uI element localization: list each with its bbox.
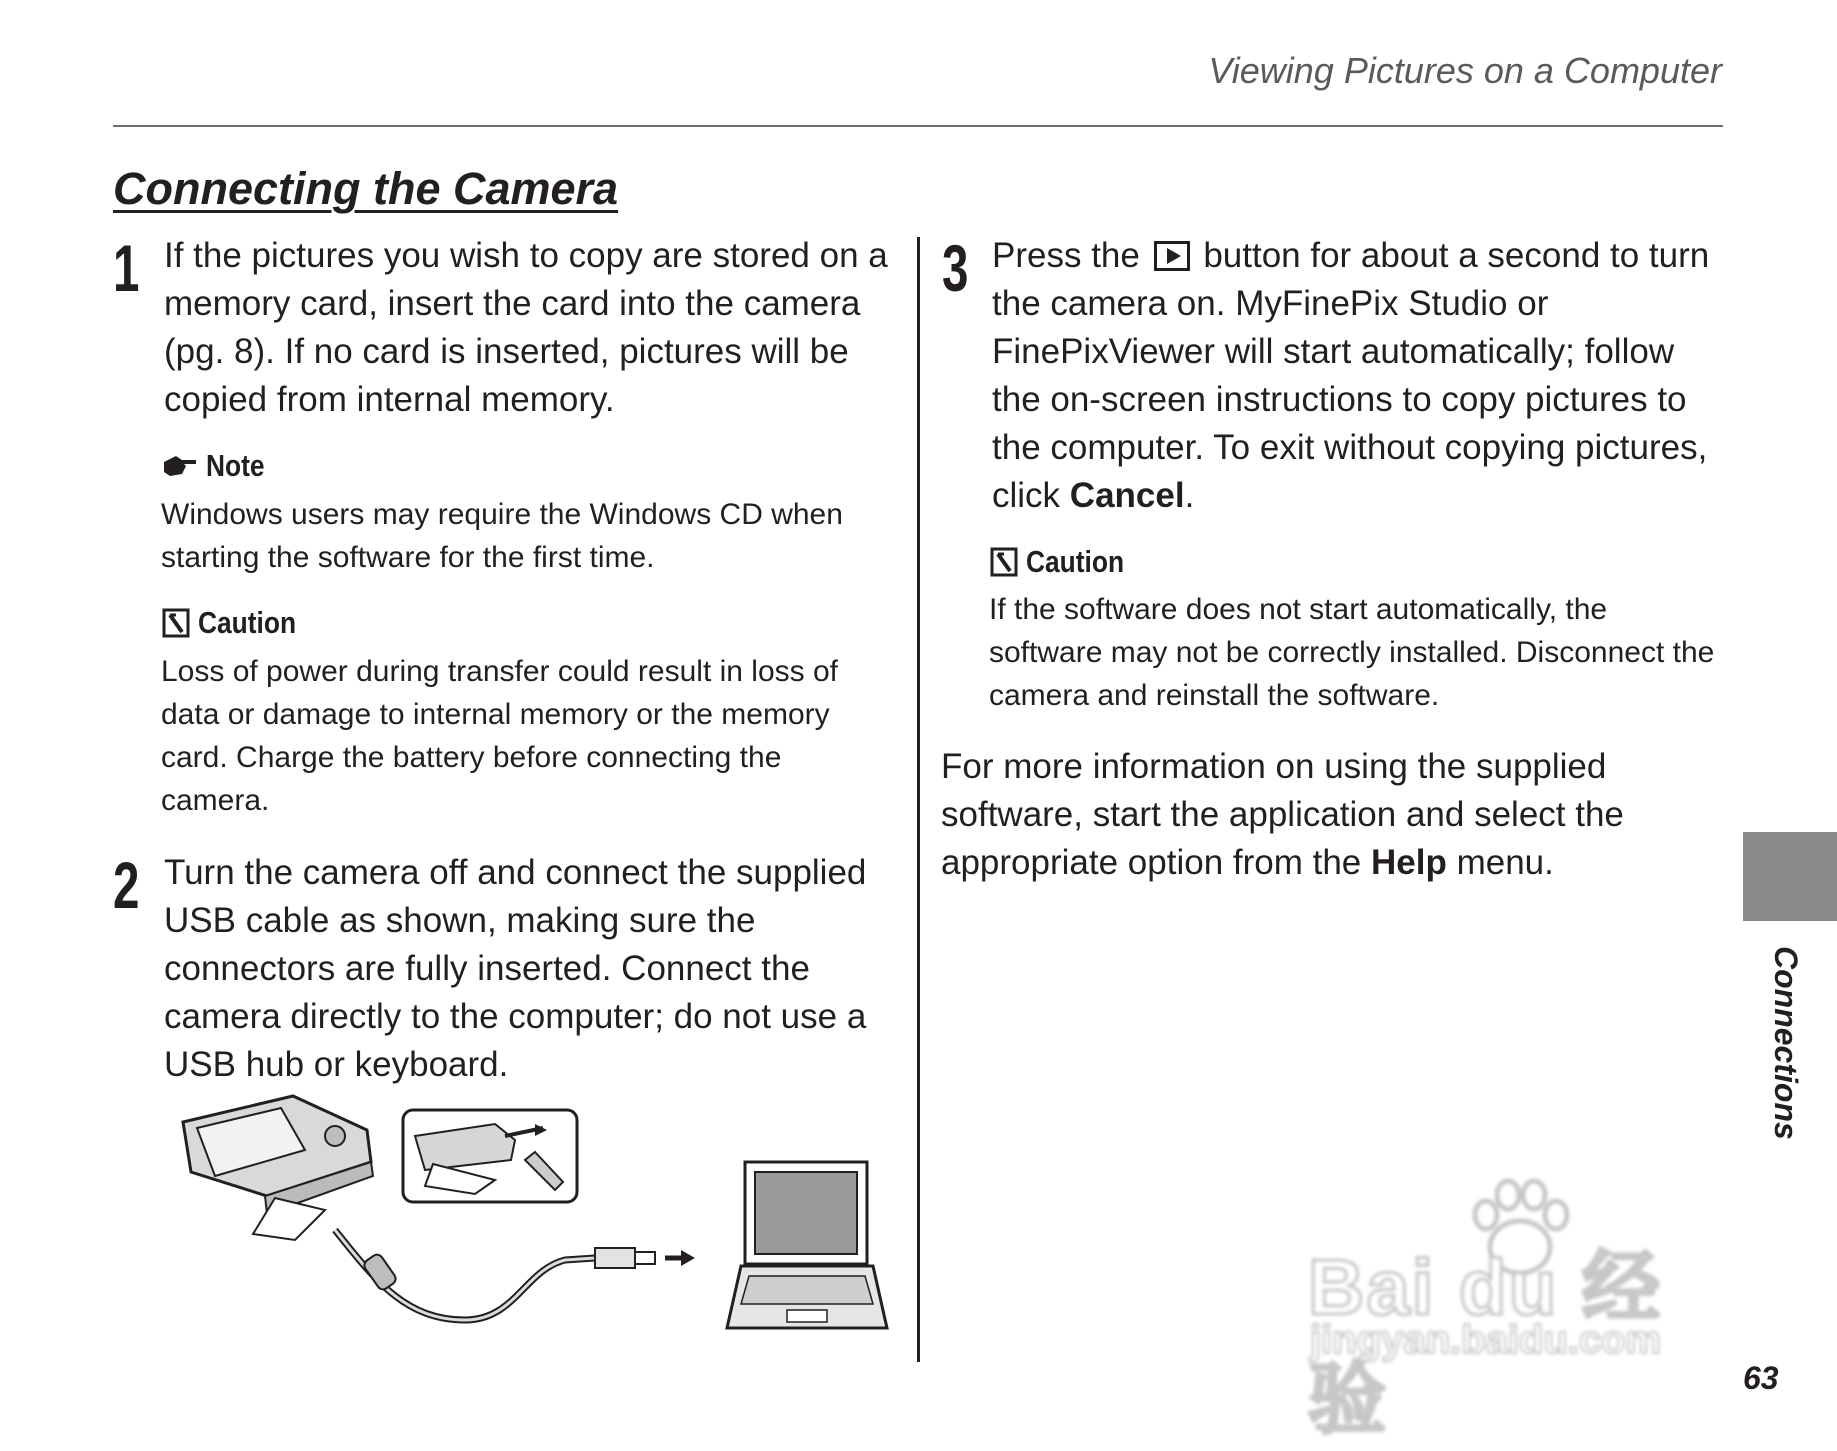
step-3-text (992, 232, 1732, 520)
caution-label-1: Caution (198, 605, 297, 640)
usb-cable-icon (335, 1230, 695, 1320)
page-number: 63 (1743, 1360, 1779, 1396)
note-label: Note (206, 448, 265, 483)
more-info-paragraph (941, 743, 1681, 887)
note-text: Windows users may require the Windows CD when starting the software for the first time. (161, 498, 843, 574)
more-info-text-end: menu. (1456, 843, 1554, 882)
note-heading (162, 448, 275, 484)
step-2-number: 2 (113, 848, 140, 922)
section-title: Connecting the Camera (113, 163, 619, 214)
step-2-text: Turn the camera off and connect the supplied USB cable as shown, making sure the connectors are fully inserted. Connect the camera directly to the computer; do not use a USB hub or keyboard. (164, 853, 867, 1084)
help-term: Help (1371, 843, 1447, 882)
caution-heading-2 (990, 544, 1141, 580)
more-info-text: For more information on using the supplied software, start the application and select the appropriate option from the (941, 747, 1624, 882)
caution-text-2: If the software does not start automatically, the software may not be correctly installed. Disconnect the camera and reinstall the software. (989, 593, 1715, 712)
caution-label-2: Caution (1026, 544, 1125, 579)
step-1-text: If the pictures you wish to copy are stored on a memory card, insert the card into the camera (pg. 8). If no card is inserted, pictures will be copied from internal memory. (164, 236, 888, 419)
laptop-icon (727, 1162, 887, 1328)
connector-closeup-icon (403, 1110, 577, 1202)
column-divider (917, 237, 920, 1362)
step-1-number: 1 (113, 231, 140, 305)
playback-button-icon (1154, 241, 1190, 271)
section-tab-label: Connections (1768, 946, 1804, 1140)
step-3-text-after: button for about a second to turn the camera on. MyFinePix Studio or FinePixViewer will start automatically; follow the on-screen instructions to copy pictures to the computer. To exit without copying pictures, click (992, 236, 1710, 515)
baidu-watermark (1300, 1175, 1730, 1443)
usb-connection-illustration (175, 1090, 890, 1350)
caution-icon (990, 547, 1018, 577)
watermark-url: jingyan.baidu.com (1310, 1318, 1662, 1362)
caution-text-1: Loss of power during transfer could result in loss of data or damage to internal memory or the memory card. Charge the battery before connecting the camera. (161, 655, 839, 817)
watermark-main-text: Bai du 经验 (1308, 1243, 1663, 1443)
step-3-text-before: Press the (992, 236, 1140, 275)
caution-heading-1 (162, 605, 313, 641)
step-3-number: 3 (942, 231, 969, 305)
section-tab (1743, 832, 1837, 921)
step-3-text-end: . (1184, 476, 1195, 515)
caution-icon (162, 608, 190, 638)
header-rule (113, 125, 1723, 127)
pointing-hand-icon (162, 452, 198, 480)
running-header: Viewing Pictures on a Computer (1208, 50, 1722, 91)
cancel-term: Cancel (1069, 476, 1185, 515)
camera-icon (183, 1096, 373, 1240)
